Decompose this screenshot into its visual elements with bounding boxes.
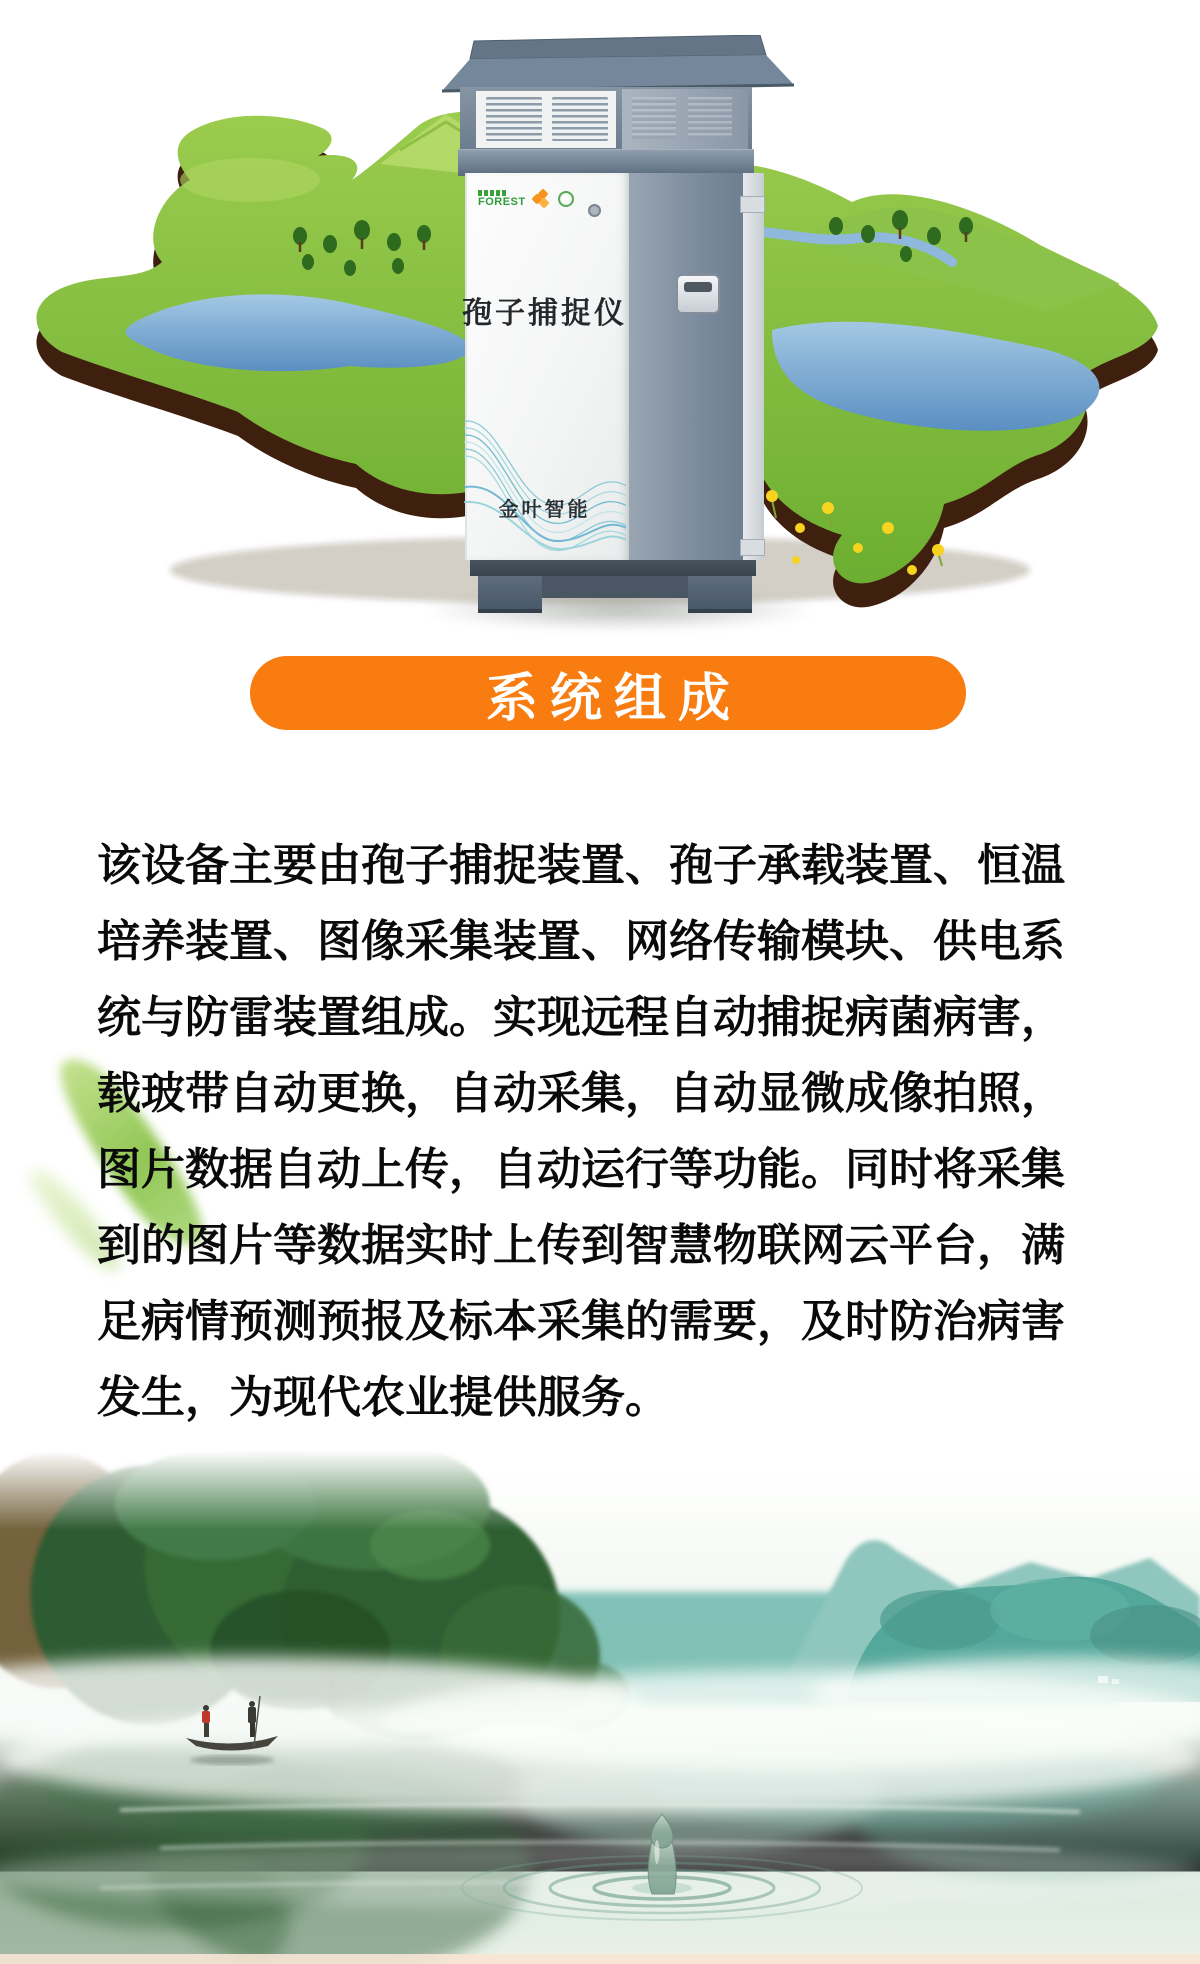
description-line: 发生，为现代农业提供服务。 — [97, 1373, 669, 1422]
device-foot-right — [688, 576, 752, 613]
section-title-banner — [250, 656, 966, 730]
description-line: 该设备主要由孢子捕捉装置、孢子承载装置、恒温 — [97, 841, 1065, 890]
hero-section — [0, 0, 1200, 650]
spore-catcher-device — [440, 35, 795, 613]
description-line: 统与防雷装置组成。实现远程自动捕捉病菌病害， — [97, 993, 1065, 1042]
section-title-text: 系统组成 — [485, 669, 742, 728]
scene-top-fade — [0, 1450, 1200, 1530]
landscape-footer-image — [0, 1450, 1200, 1964]
vent-grille-right — [552, 97, 608, 141]
honeycomb-icon — [533, 189, 551, 207]
vent-grille-left — [486, 97, 542, 141]
door-lock-icon — [588, 204, 601, 217]
mist-overlay — [0, 1657, 1200, 1907]
door-handle — [676, 274, 720, 314]
brand-logo — [478, 189, 574, 207]
device-base — [470, 560, 756, 576]
wave-decoration-graphic — [464, 393, 626, 560]
description-paragraph — [97, 828, 1112, 1436]
description-line: 培养装置、图像采集装置、网络传输模块、供电系 — [97, 917, 1065, 966]
description-line: 到的图片等数据实时上传到智慧物联网云平台，满 — [97, 1221, 1065, 1270]
device-base-recess — [540, 576, 690, 598]
vent-side-grille-1 — [632, 97, 676, 139]
description-line: 图片数据自动上传，自动运行等功能。同时将采集 — [97, 1145, 1065, 1194]
hinge-top — [740, 196, 765, 213]
device-edge-strip — [743, 173, 764, 560]
device-side-panel — [629, 173, 743, 560]
scene-bottom-strip — [0, 1954, 1200, 1964]
description-line: 载玻带自动更换，自动采集，自动显微成像拍照， — [97, 1069, 1065, 1118]
description-line: 足病情预测预报及标本采集的需要，及时防治病害 — [97, 1297, 1065, 1346]
brand-logo-text: FOREST — [478, 196, 526, 208]
device-roof — [440, 35, 795, 95]
device-panel-title: 孢子捕捉仪 — [462, 297, 627, 330]
vent-side-grille-2 — [688, 97, 732, 139]
device-body — [462, 173, 764, 560]
device-mid-band — [458, 149, 754, 176]
device-foot-left — [478, 576, 542, 613]
device-panel-footer: 金叶智能 — [498, 499, 591, 521]
round-emblem-icon — [558, 191, 574, 207]
door-handle-slot — [684, 282, 712, 292]
hinge-bottom — [740, 539, 765, 556]
